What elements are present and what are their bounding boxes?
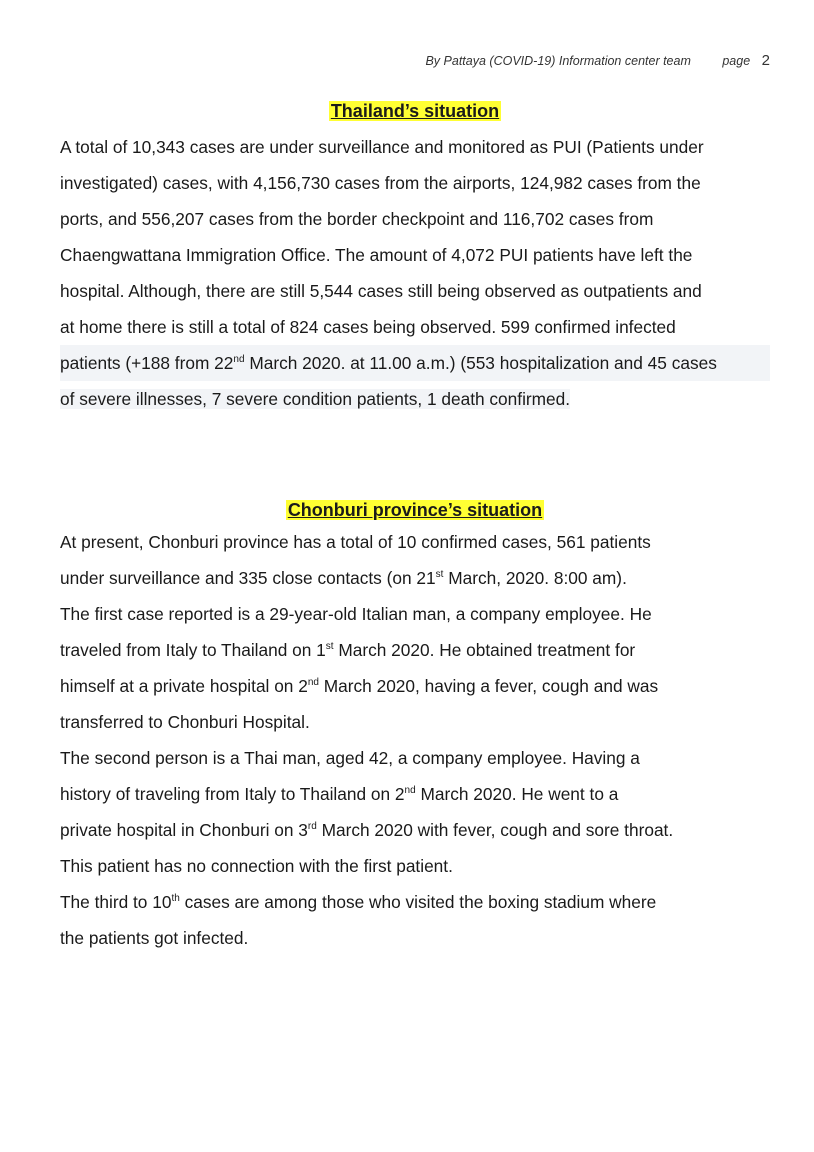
header-org: (COVID-19) Information center team <box>489 54 691 68</box>
text-line: under surveillance and 335 close contacts (on 21st March, 2020. 8:00 am). <box>60 568 627 588</box>
text-line: of severe illnesses, 7 severe condition patients, 1 death confirmed. <box>60 389 571 409</box>
thailand-paragraph <box>60 129 770 417</box>
text-line: This patient has no connection with the first patient. <box>60 856 453 876</box>
text-line: hospital. Although, there are still 5,544 cases still being observed as outpatients and <box>60 281 702 301</box>
page-label: page <box>722 54 751 68</box>
text-line: private hospital in Chonburi on 3rd March 2020 with fever, cough and sore throat. <box>60 820 674 840</box>
text-line: patients (+188 from 22nd March 2020. at 11.00 a.m.) (553 hospitalization and 45 cases <box>60 345 770 381</box>
page-header <box>425 52 770 69</box>
chonburi-section <box>60 498 770 956</box>
text-line: history of traveling from Italy to Thailand on 2nd March 2020. He went to a <box>60 784 619 804</box>
text-line: at home there is still a total of 824 cases being observed. 599 confirmed infected <box>60 317 676 337</box>
text-line: Chaengwattana Immigration Office. The amount of 4,072 PUI patients have left the <box>60 245 693 265</box>
text-line: transferred to Chonburi Hospital. <box>60 712 310 732</box>
header-by: By Pattaya <box>425 54 486 68</box>
chonburi-paragraph <box>60 524 770 956</box>
thailand-title: Thailand’s situation <box>330 101 500 121</box>
text-line: himself at a private hospital on 2nd March 2020, having a fever, cough and was <box>60 676 659 696</box>
page-number: 2 <box>761 52 770 69</box>
thailand-section <box>60 99 770 417</box>
text-line: ports, and 556,207 cases from the border checkpoint and 116,702 cases from <box>60 209 654 229</box>
text-line: investigated) cases, with 4,156,730 cases from the airports, 124,982 cases from the <box>60 173 701 193</box>
chonburi-title: Chonburi province’s situation <box>287 500 543 520</box>
text-line: At present, Chonburi province has a total of 10 confirmed cases, 561 patients <box>60 532 651 552</box>
text-line: The second person is a Thai man, aged 42, a company employee. Having a <box>60 748 640 768</box>
text-line: traveled from Italy to Thailand on 1st March 2020. He obtained treatment for <box>60 640 636 660</box>
text-line: the patients got infected. <box>60 928 249 948</box>
text-line: The first case reported is a 29-year-old Italian man, a company employee. He <box>60 604 652 624</box>
text-line: The third to 10th cases are among those who visited the boxing stadium where <box>60 892 657 912</box>
text-line: A total of 10,343 cases are under surveillance and monitored as PUI (Patients under <box>60 137 704 157</box>
